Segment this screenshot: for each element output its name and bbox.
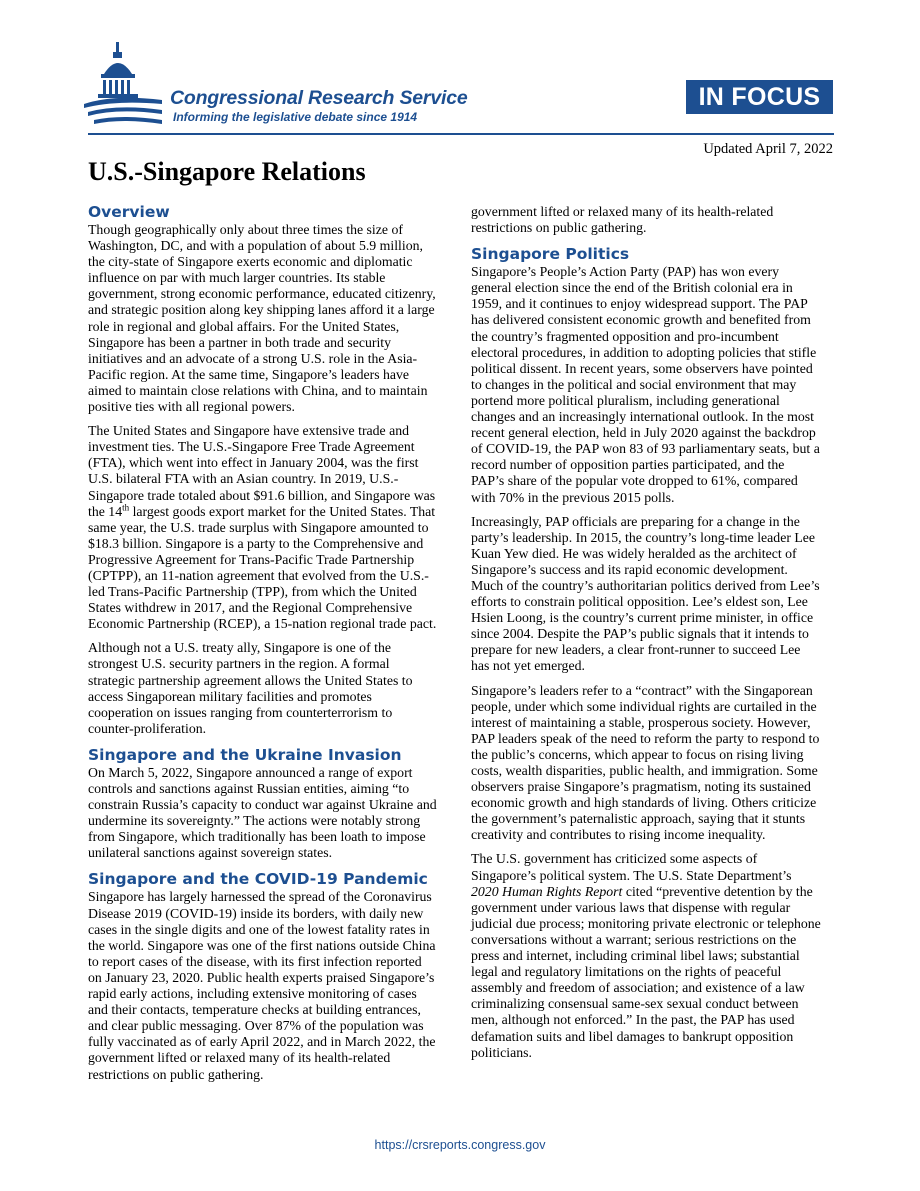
covid-paragraph-1-continued: government lifted or relaxed many of its health-related restrictions on public gathering.: [471, 204, 774, 236]
politics-paragraph-1: Singapore’s People’s Action Party (PAP) has won every general election since the end of the British colonial era in 1959, and it continues to enjoy widespread support. The PAP has delivered consistent economic growth and benefited from the country’s fragmented opposition and pro-incumbent electoral procedures, in addition to adopting policies that stifle political dissent. In recent years, some observers have pointed to changes in the political and social environment that may portend more political pluralism, including generational changes and an increasingly international outlook. In the most recent general election, held in July 2020 against the backdrop of COVID-19, the PAP won 83 of 93 parliamentary seats, but a record number of opposition parties participated, and the PAP’s share of the popular vote dropped to 61%, compared with 70% in the previous 2015 polls.: [471, 264, 820, 505]
footer-url[interactable]: https://crsreports.congress.gov: [374, 1138, 546, 1152]
ukraine-paragraph-1: On March 5, 2022, Singapore announced a range of export controls and sanctions against Russian entities, aiming “to constrain Russia’s capacity to conduct war against Ukraine and undermine its sovereignty.” The actions were notably strong from Singapore, which traditionally has been loath to impose unilateral sanctions against sovereign states.: [88, 764, 437, 861]
left-column: [88, 202, 438, 1085]
politics-heading: Singapore Politics: [471, 245, 630, 264]
overview-heading: Overview: [88, 203, 170, 221]
updated-date: Updated April 7, 2022: [703, 141, 833, 157]
overview-paragraph-2: The United States and Singapore have extensive trade and investment ties. The U.S.-Singapore Free Trade Agreement (FTA), which went into effect in January 2004, was the first U.S. bilateral FTA with an Asian country. In 2019, U.S.-Singapore trade totaled about $91.6 billion, and Singapore was the 14th largest goods export market for the United States. That same year, the U.S. trade surplus with Singapore amounted to $18.3 billion. Singapore is a party to the Comprehensive and Progressive Agreement for Trans-Pacific Trade Partnership (CPTPP), an 11-nation agreement that evolved from the U.S.-led Trans-Pacific Partnership (TPP), from which the United States withdrew in 2017, and the Regional Comprehensive Economic Partnership (RCEP), a 15-nation regional trade pact.: [88, 423, 437, 632]
org-tagline: Informing the legislative debate since 1914: [173, 110, 418, 124]
politics-paragraph-3: Singapore’s leaders refer to a “contract” with the Singaporean people, under which some individual rights are curtailed in the interest of maintaining a stable, prosperous society. However, PAP leaders speak of the need to reform the party to respond to the public’s concerns, which appear to focus on rising living costs, wealth disparities, public health, and immigration. Some observers praise Singapore’s pragmatism, noting its sustained economic growth and high standards of living. Others criticize the government’s paternalistic approach, saying that it stunts creativity and contributes to rising income inequality.: [471, 682, 820, 843]
overview-paragraph-1: Though geographically only about three times the size of Washington, DC, and with a population of about 5.9 million, the city-state of Singapore exerts economic and diplomatic influence on par with much larger countries. Its stable government, strong economic performance, educated citizenry, and strategic position along key shipping lanes afford it a large role in regional and global affairs. For the United States, Singapore has been a partner in both trade and security initiatives and an advocate of a strong U.S. role in the Asia-Pacific region. At the same time, Singapore’s leaders have aimed to maintain close relations with China, and to maintain positive ties with all regional powers.: [88, 222, 436, 415]
politics-paragraph-2: Increasingly, PAP officials are preparing for a change in the party’s leadership. In 2015, the country’s long-time leader Lee Kuan Yew died. He was widely heralded as the architect of Singapore’s success and its rapid economic development. Much of the country’s authoritarian politics derived from Lee’s efforts to constrain political opposition. Lee’s eldest son, Lee Hsien Loong, is the country’s current prime minister, in office since 2004. Despite the PAP’s public signals that it intends to prepare for new leaders, a clear front-runner to succeed Lee has not yet emerged.: [471, 513, 820, 674]
org-name: Congressional Research Service: [170, 87, 468, 109]
page-title: U.S.-Singapore Relations: [88, 157, 366, 186]
report-header: [0, 0, 920, 157]
politics-paragraph-4: The U.S. government has criticized some aspects of Singapore’s political system. The U.S. State Department’s 2020 Human Rights Report cited “preventive detention by the government under various laws that dispense with regular judicial due process; monitoring private electronic or telephone conversations without a warrant; serious restrictions on the press and internet, including criminal libel laws; substantial legal and regulatory limitations on the rights of peaceful assembly and freedom of association; and existence of a law criminalizing consensual same-sex sexual conduct between men, although not enforced.” In the past, the PAP has used defamation suits and libel damages to bankrupt opposition politicians.: [471, 851, 821, 1060]
header-rule: [88, 133, 834, 135]
capitol-dome-icon: [84, 38, 166, 130]
covid-heading: Singapore and the COVID-19 Pandemic: [88, 870, 428, 889]
covid-paragraph-1: Singapore has largely harnessed the spread of the Coronavirus Disease 2019 (COVID-19) inside its borders, with daily new cases in the single digits and one of the lowest fatality rates in the world. Singapore was one of the first nations outside China to report cases of the disease, with its first infection reported on January 23, 2020. Public health experts praised Singapore’s rapid early actions, including extensive monitoring of cases and their contacts, temperature checks at building entrances, and clear public messaging. Over 87% of the population was fully vaccinated as of early April 2022, and in March 2022, the government lifted or relaxed many of its health-related restrictions on public gathering.: [88, 889, 436, 1082]
overview-paragraph-3: Although not a U.S. treaty ally, Singapore is one of the strongest U.S. security partners in the region. A formal strategic partnership agreement allows the United States to access Singaporean military facilities and promotes cooperation on issues ranging from counterterrorism to counter-proliferation.: [88, 640, 413, 736]
in-focus-badge: IN FOCUS: [686, 80, 833, 114]
ukraine-heading: Singapore and the Ukraine Invasion: [88, 745, 402, 764]
right-column: [471, 202, 821, 1069]
